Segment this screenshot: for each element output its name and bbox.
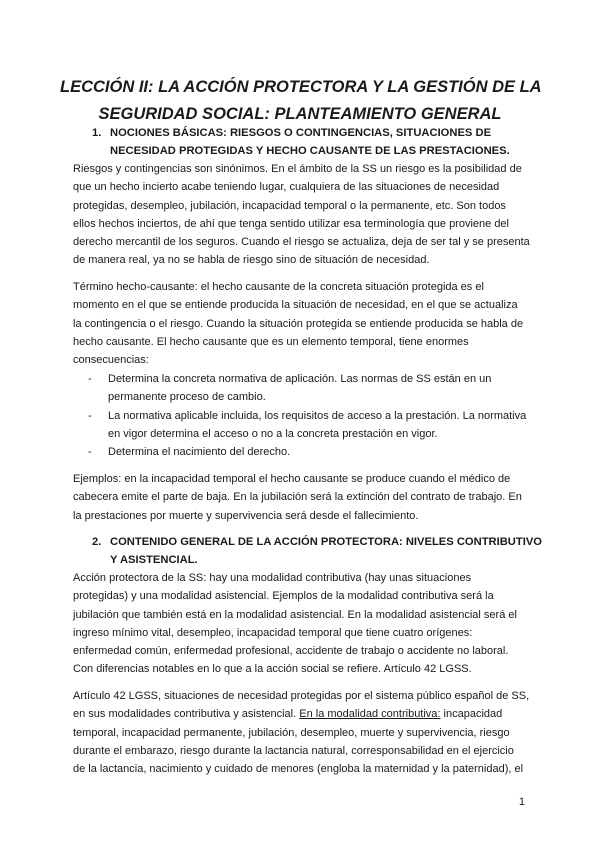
underlined-text: En la modalidad contributiva: [299,708,441,721]
paragraph-line: durante el embarazo, riesgo durante la lactancia natural, corresponsabilidad en el ejercicio [73,744,514,757]
lesson-title [60,74,540,128]
paragraph-line: enfermedad común, enfermedad profesional, accidente de trabajo o accidente no laboral. [73,645,509,658]
section-2-heading [92,533,550,569]
paragraph-line: de la lactancia, nacimiento y cuidado de menores (engloba la maternidad y la paternidad), el [73,763,524,776]
list-item-line: en vigor determina el acceso o no a la concreta prestación en vigor. [108,427,438,440]
list-item-line: Determina la concreta normativa de aplicación. Las normas de SS están en un [108,373,492,385]
paragraph-line: momento en el que se entiende producida la situación de necesidad, en el que se actualiza [73,299,518,312]
paragraph-line: hecho causante. El hecho causante que es un elemento temporal, tiene enormes [73,335,469,348]
paragraph-line: Con diferencias notables en lo que a la acción social se refiere. Artículo 42 LGSS. [73,663,472,676]
text-run: incapacidad [440,708,503,721]
section-2-paragraph-2 [73,687,529,778]
title-line-1: LECCIÓN II: LA ACCIÓN PROTECTORA Y LA GESTIÓN DE LA [60,78,542,96]
bullet-dash: - [88,409,92,422]
list-item-line: Determina el nacimiento del derecho. [108,446,291,459]
page-number: 1 [518,796,525,808]
paragraph-line [73,705,529,723]
section-2-number: 2. [92,536,102,548]
section-1-paragraph-1 [73,160,529,270]
list-item [88,407,528,444]
paragraph-line: consecuencias: [73,354,149,367]
list-item [88,370,528,407]
section-1-heading-line-1: NOCIONES BÁSICAS: RIESGOS O CONTINGENCIAS, SITUACIONES DE [110,127,492,139]
list-item-line: La normativa aplicable incluida, los requisitos de acceso a la prestación. La normativa [108,409,527,422]
paragraph-line: Artículo 42 LGSS, situaciones de necesidad protegidas por el sistema público español de SS, [73,690,530,702]
text-run: en sus modalidades contributiva y asistencial. [73,708,300,721]
paragraph-line: que un hecho incierto acabe teniendo lugar, cualquiera de las situaciones de necesidad [73,181,500,194]
title-line-2: SEGURIDAD SOCIAL: PLANTEAMIENTO GENERAL [98,105,502,123]
section-1-heading-line-2: NECESIDAD PROTEGIDAS Y HECHO CAUSANTE DE LAS PRESTACIONES. [110,145,510,157]
paragraph-line: temporal, incapacidad permanente, jubilación, desempleo, muerte y supervivencia, riesgo [73,726,510,739]
section-1-heading [92,124,550,160]
paragraph-line: ellos hechos inciertos, de ahí que tenga sentido utilizar esa terminología que proviene del [73,217,509,230]
bullet-dash: - [88,373,92,385]
paragraph-line: de manera real, ya no se habla de riesgo sino de situación de necesidad. [73,254,430,267]
paragraph-line: la prestaciones por muerte y supervivencia será desde el fallecimiento. [73,509,419,522]
paragraph-line: Término hecho-causante: el hecho causante de la concreta situación protegida es el [73,281,484,293]
section-1-paragraph-2 [73,278,529,369]
paragraph-line: Acción protectora de la SS: hay una modalidad contributiva (hay unas situaciones [73,572,472,584]
paragraph-line: la contingencia o el riesgo. Cuando la situación protegida se entiende producida se habla de [73,317,524,330]
paragraph-line: jubilación que también está en la modalidad asistencial. En la modalidad asistencial será el [73,608,517,621]
section-1-paragraph-3 [73,470,529,525]
section-1-number: 1. [92,127,102,139]
paragraph-line: protegidas, desempleo, jubilación, incapacidad temporal o la permanente, etc. Son todos [73,199,506,212]
paragraph-line: derecho mercantil de los seguros. Cuando el riesgo se actualiza, deja de ser tal y se presenta [73,236,530,249]
paragraph-line: cabecera emite el parte de baja. En la jubilación será la extinción del contrato de trabajo. En [73,491,522,504]
paragraph-line: Ejemplos: en la incapacidad temporal el hecho causante se produce cuando el médico de [73,473,511,485]
paragraph-line: ingreso mínimo vital, desempleo, incapacidad temporal que tiene cuatro orígenes: [73,626,473,639]
section-2-heading-line-2: Y ASISTENCIAL. [110,554,198,566]
section-2-heading-line-1: CONTENIDO GENERAL DE LA ACCIÓN PROTECTORA: NIVELES CONTRIBUTIVO [110,536,542,548]
section-2-paragraph-1 [73,569,529,679]
list-item-line: permanente proceso de cambio. [108,391,266,404]
consequences-list [88,370,528,461]
paragraph-line: protegidas) y una modalidad asistencial. Ejemplos de la modalidad contributiva será la [73,590,494,603]
paragraph-line: Riesgos y contingencias son sinónimos. En el ámbito de la SS un riesgo es la posibilidad de [73,163,522,175]
list-item [88,443,528,461]
bullet-dash: - [88,446,92,459]
